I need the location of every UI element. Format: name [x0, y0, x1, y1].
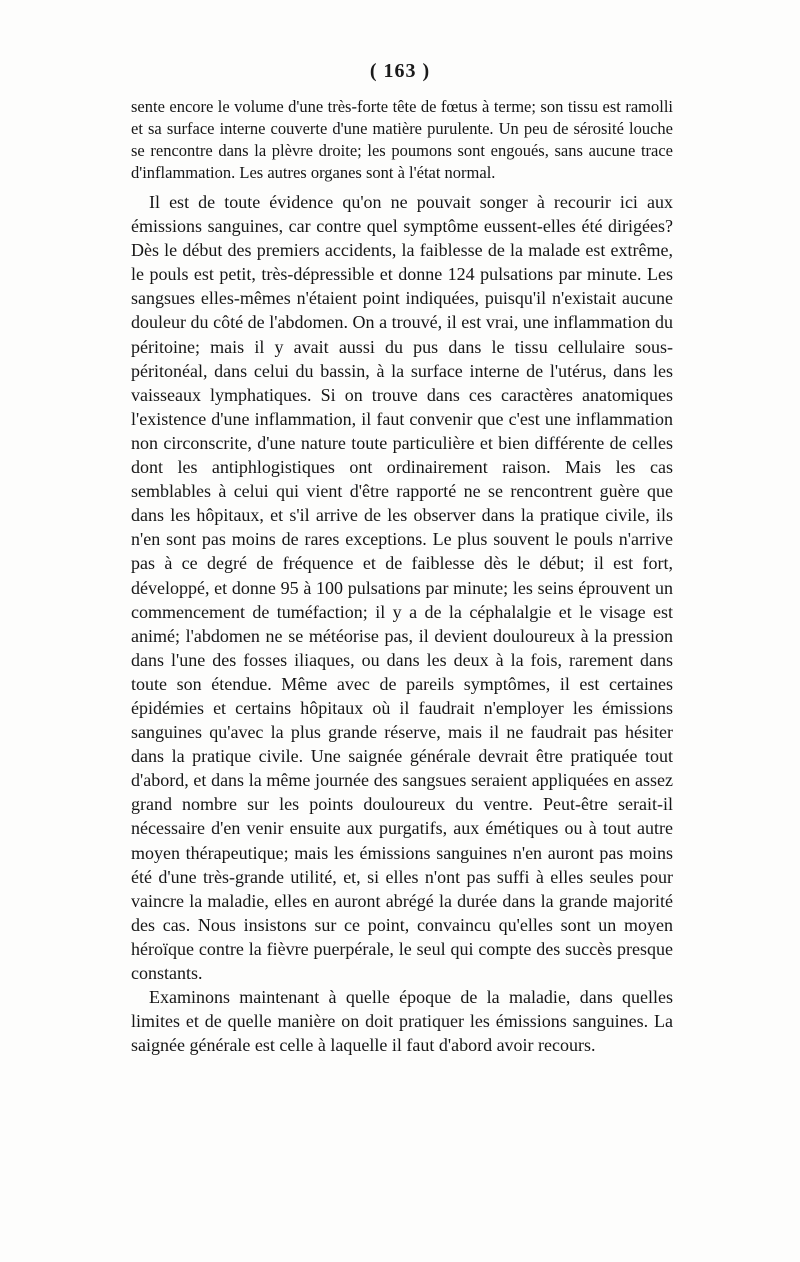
page-number: ( 163 ) — [369, 60, 431, 82]
body-text — [131, 96, 673, 1057]
paragraph-continuation: sente encore le volume d'une très-forte tête de fœtus à terme; son tissu est ramolli et sa surface interne couverte d'une matière purulente. Un peu de sérosité louche se rencontre dans la plèvre droite; les poumons sont engoués, sans aucune trace d'inflammation. Les autres organes sont à l'état normal. — [131, 97, 673, 182]
paragraph-examination: Examinons maintenant à quelle époque de la maladie, dans quelles limites et de quelle manière on doit pratiquer les émissions sanguines. La saignée générale est celle à laquelle il faut d'abord avoir recours. — [131, 987, 673, 1056]
paragraph-discussion: Il est de toute évidence qu'on ne pouvait songer à recourir ici aux émissions sanguines, car contre quel symptôme eussent-elles été dirigées? Dès le début des premiers accidents, la faiblesse de la malade est extrême, le pouls est petit, très-dépressible et donne 124 pulsations par minute. Les sangsues elles-mêmes n'étaient point indiquées, puisqu'il n'existait aucune douleur du côté de l'abdomen. On a trouvé, il est vrai, une inflammation du péritoine; mais il y avait aussi du pus dans le tissu cellulaire sous-péritonéal, dans celui du bassin, à la surface interne de l'utérus, dans les vaisseaux lymphatiques. Si on trouve dans ces caractères anatomiques l'existence d'une inflammation, il faut convenir que c'est une inflammation non circonscrite, d'une nature toute particulière et bien différente de celles dont les antiphlogistiques ont ordinairement raison. Mais les cas semblables à celui qui vient d'être rapporté ne se rencontrent guère que dans les hôpitaux, et s'il arrive de les observer dans la pratique civile, ils n'en sont pas moins de rares exceptions. Le plus souvent le pouls n'arrive pas à ce degré de fréquence et de faiblesse dès le début; il est fort, développé, et donne 95 à 100 pulsations par minute; les seins éprouvent un commencement de tuméfaction; il y a de la céphalalgie et le visage est animé; l'abdomen ne se météorise pas, il devient douloureux à la pression dans l'une des fosses iliaques, ou dans les deux à la fois, rarement dans toute son étendue. Même avec de pareils symptômes, il est certaines épidémies et certains hôpitaux où il faudrait n'employer les émissions sanguines qu'avec la plus grande réserve, mais il ne faudrait pas hésiter dans la pratique civile. Une saignée générale devrait être pratiquée tout d'abord, et dans la même journée des sangsues seraient appliquées en assez grand nombre sur les points douloureux du ventre. Peut-être serait-il nécessaire d'en venir ensuite aux purgatifs, aux émétiques ou à tout autre moyen thérapeutique; mais les émissions sanguines n'en auront pas moins été d'une très-grande utilité, et, si elles n'ont pas suffi à elles seules pour vaincre la maladie, elles en auront abrégé la durée dans la grande majorité des cas. Nous insistons sur ce point, convaincu qu'elles sont un moyen héroïque contre la fièvre puerpérale, le seul qui compte des succès presque constants. — [131, 192, 673, 983]
